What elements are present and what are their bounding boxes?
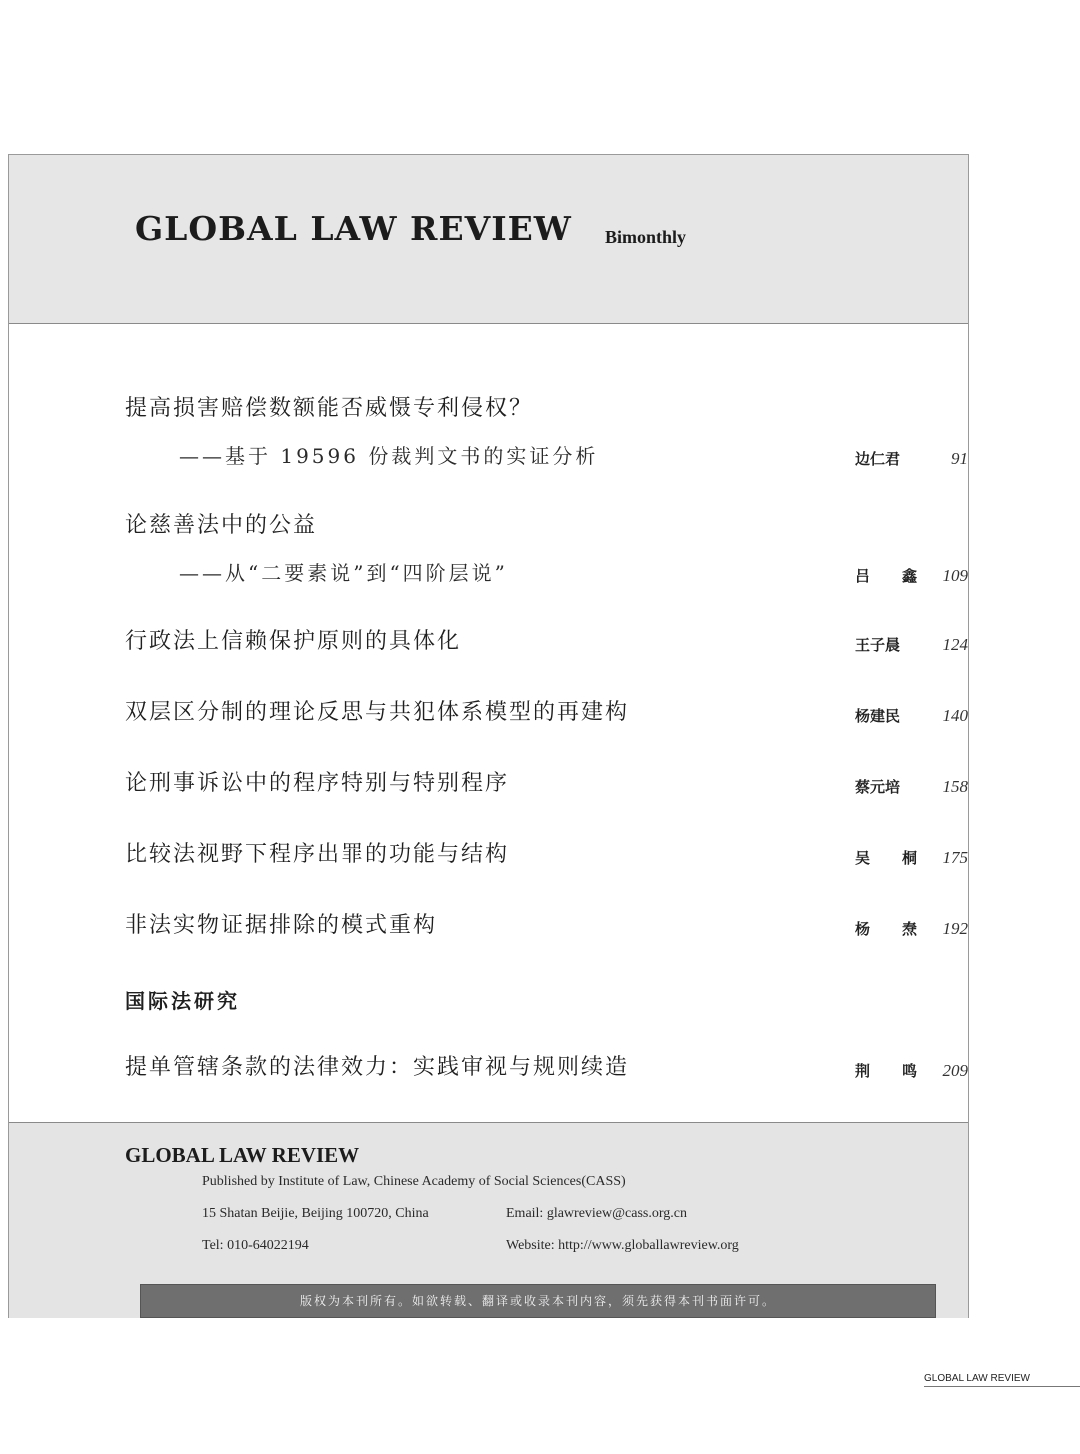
toc-entry-6[interactable] <box>125 840 968 876</box>
toc-entry-page: 124 <box>942 635 968 654</box>
toc-entry-5[interactable] <box>125 769 968 805</box>
toc-entry-title[interactable]: 论刑事诉讼中的程序特别与特别程序 <box>125 771 510 796</box>
toc-entry-title[interactable]: 论慈善法中的公益 <box>125 513 318 538</box>
toc-entry-author: 王子晨 <box>855 636 901 654</box>
copyright-notice: 版权为本刊所有。如欲转载、翻译或收录本刊内容，须先获得本刊书面许可。 <box>140 1284 936 1318</box>
toc-entry-title[interactable]: 提高损害赔偿数额能否威慑专利侵权？ <box>125 396 534 421</box>
toc-entry-1-title-row[interactable] <box>125 394 968 430</box>
author-given-name: 鑫 <box>901 567 917 585</box>
publisher-line: Published by Institute of Law, Chinese Academy of Social Sciences(CASS) <box>202 1174 626 1189</box>
toc-entry-subtitle: ——从“二要素说”到“四阶层说” <box>179 561 508 585</box>
author-given-name: 焘 <box>901 920 917 938</box>
toc-entry-subtitle: ——基于 19596 份裁判文书的实证分析 <box>179 444 599 468</box>
toc-entry-2-subtitle-row <box>125 558 968 594</box>
journal-page-frame <box>8 154 969 1318</box>
section-heading: 国际法研究 <box>125 989 240 1013</box>
publisher-info-band <box>9 1122 968 1318</box>
author-surname: 荆 <box>855 1062 871 1080</box>
journal-frequency: Bimonthly <box>605 227 687 247</box>
toc-entry-page: 175 <box>942 848 968 867</box>
toc-entry-title[interactable]: 双层区分制的理论反思与共犯体系模型的再建构 <box>125 700 630 725</box>
toc-entry-title[interactable]: 比较法视野下程序出罪的功能与结构 <box>125 842 510 867</box>
running-footer: GLOBAL LAW REVIEW <box>924 1373 1080 1387</box>
author-given-name: 桐 <box>901 849 917 867</box>
toc-entry-author <box>855 1059 917 1083</box>
toc-entry-3[interactable] <box>125 627 968 663</box>
author-surname: 杨 <box>855 920 871 938</box>
toc-entry-author <box>855 564 917 588</box>
toc-entry-title[interactable]: 行政法上信赖保护原则的具体化 <box>125 629 462 654</box>
toc-entry-author <box>855 917 917 941</box>
toc-entry-author: 杨建民 <box>855 707 901 725</box>
toc-entry-8[interactable] <box>125 1053 968 1089</box>
author-given-name: 鸣 <box>901 1062 917 1080</box>
toc-entry-author: 边仁君 <box>855 450 901 468</box>
toc-entry-page: 109 <box>942 566 968 585</box>
tel-line: Tel: 010-64022194 <box>202 1238 309 1253</box>
toc-entry-page: 209 <box>942 1061 968 1080</box>
toc-entry-title[interactable]: 非法实物证据排除的模式重构 <box>125 913 438 938</box>
email-line[interactable]: Email: glawreview@cass.org.cn <box>506 1206 687 1221</box>
toc-entry-title[interactable]: 提单管辖条款的法律效力：实践审视与规则续造 <box>125 1055 630 1080</box>
toc-entry-page: 91 <box>951 449 968 468</box>
author-surname: 吴 <box>855 849 871 867</box>
footer-journal-title: GLOBAL LAW REVIEW <box>125 1143 360 1167</box>
toc-entry-author: 蔡元培 <box>855 778 901 796</box>
address-line: 15 Shatan Beijie, Beijing 100720, China <box>202 1206 429 1221</box>
toc-entry-page: 140 <box>942 706 968 725</box>
author-surname: 吕 <box>855 567 871 585</box>
journal-title: GLOBAL LAW REVIEW <box>135 209 572 248</box>
toc-entry-author <box>855 846 917 870</box>
toc-entry-7[interactable] <box>125 911 968 947</box>
toc-entry-page: 192 <box>942 919 968 938</box>
toc-entry-page: 158 <box>942 777 968 796</box>
toc-entry-2-title-row[interactable] <box>125 511 968 547</box>
toc-entry-1-subtitle-row <box>125 441 968 477</box>
website-line[interactable]: Website: http://www.globallawreview.org <box>506 1238 739 1253</box>
toc-entry-4[interactable] <box>125 698 968 734</box>
masthead-band <box>9 155 968 324</box>
